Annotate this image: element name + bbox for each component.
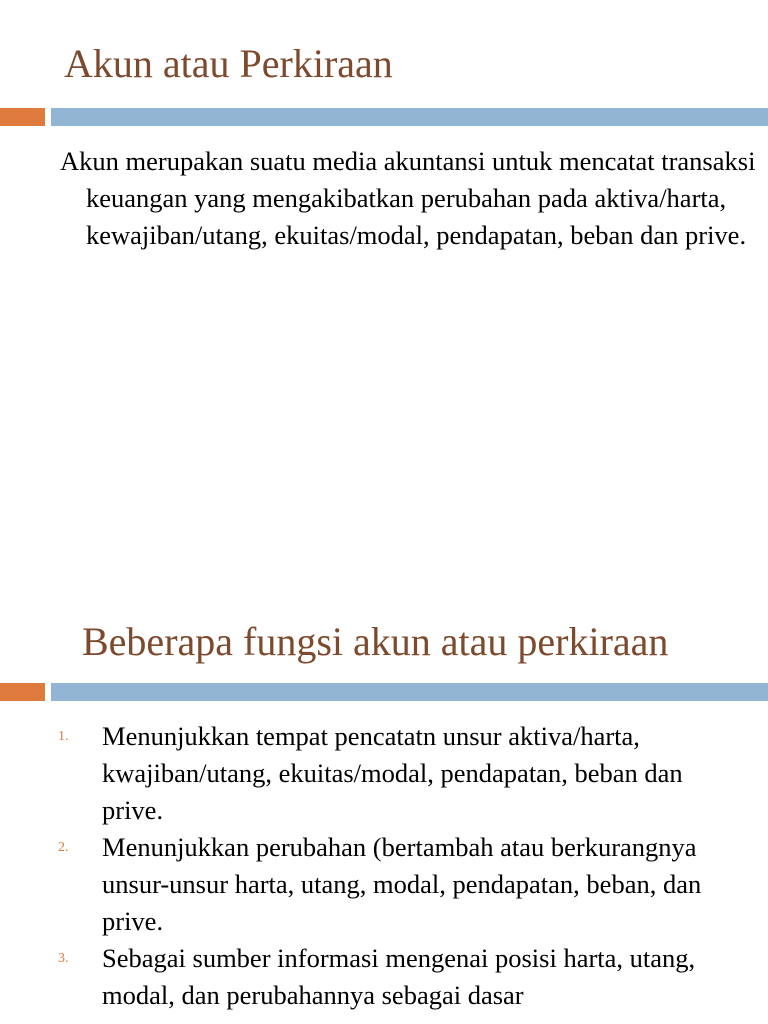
list-item — [0, 718, 768, 829]
list-number: 2. — [58, 840, 69, 855]
divider-orange-block — [0, 683, 45, 701]
list-item — [0, 940, 768, 1014]
function-list — [0, 718, 768, 1014]
list-item-text: Sebagai sumber informasi mengenai posisi harta, utang, modal, dan perubahannya sebagai dasar — [102, 943, 696, 1010]
list-item — [0, 829, 768, 940]
divider-orange-block — [0, 108, 45, 126]
slide-2 — [0, 570, 768, 1024]
list-item-text: Menunjukkan perubahan (bertambah atau berkurangnya unsur-unsur harta, utang, modal, pendapatan, beban, dan prive. — [102, 832, 702, 936]
slide-1-title: Akun atau Perkiraan — [64, 41, 393, 86]
divider-blue-block — [51, 683, 768, 701]
definition-paragraph: Akun merupakan suatu media akuntansi untuk mencatat transaksi keuangan yang mengakibatkan perubahan pada aktiva/harta, kewajiban/utang, ekuitas/modal, pendapatan, beban dan prive. — [60, 146, 756, 250]
list-number: 3. — [58, 951, 69, 966]
list-item-text: Menunjukkan tempat pencatatn unsur aktiva/harta, kwajiban/utang, ekuitas/modal, pendapatan, beban dan prive. — [102, 721, 683, 825]
divider-blue-block — [51, 108, 768, 126]
slide-2-title: Beberapa fungsi akun atau perkiraan — [82, 619, 669, 664]
title-divider-bar — [0, 108, 768, 126]
title-divider-bar — [0, 683, 768, 701]
list-number: 1. — [58, 729, 69, 744]
